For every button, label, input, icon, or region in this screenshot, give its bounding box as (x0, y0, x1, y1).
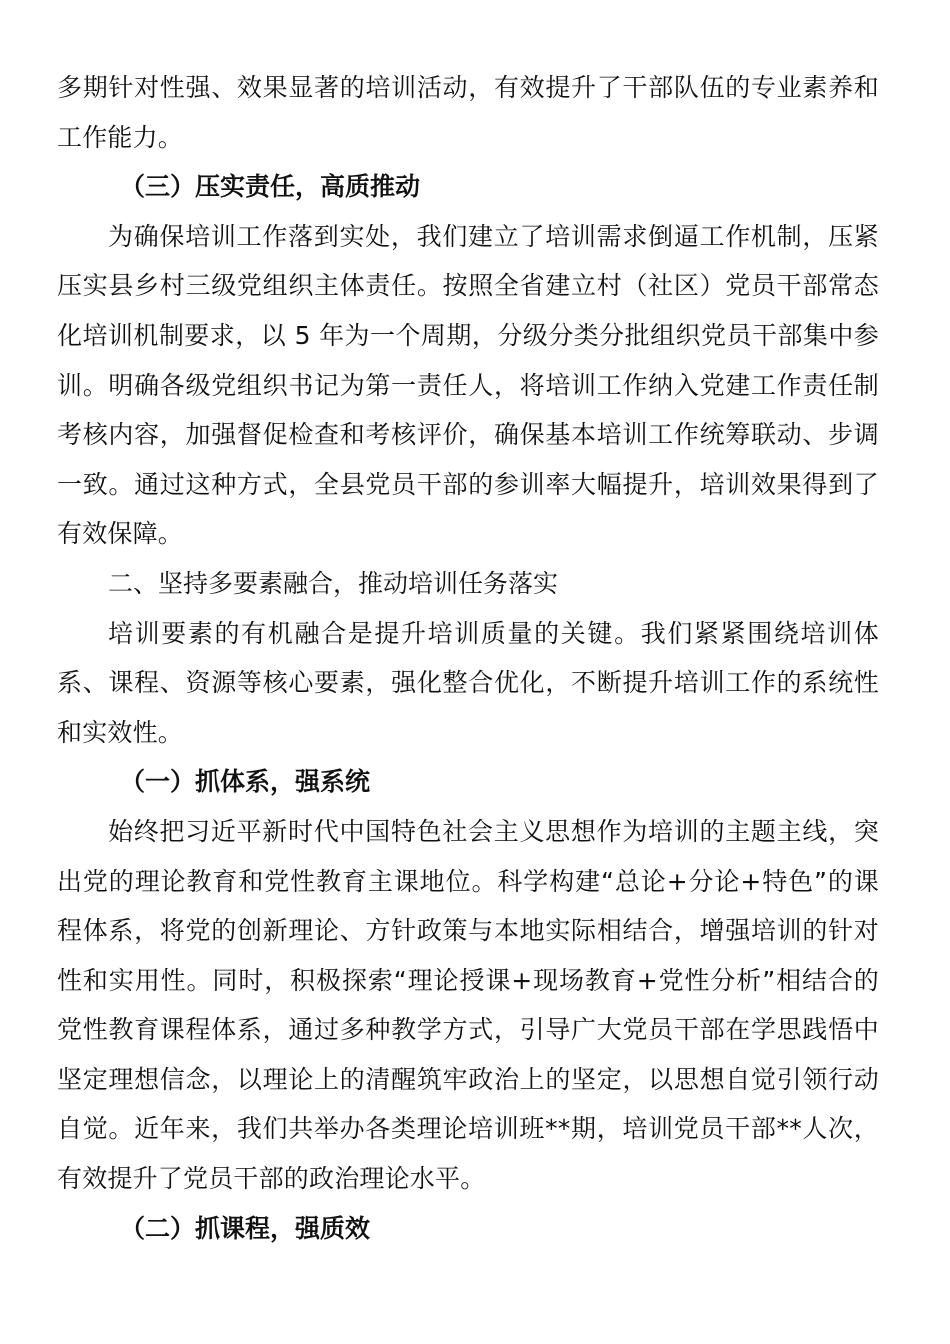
section-heading-2: 二、坚持多要素融合，推动培训任务落实 (108, 568, 559, 598)
subheading-1: （一）抓体系，强系统 (120, 767, 371, 797)
paragraph-responsibility: 为确保培训工作落到实处，我们建立了培训需求倒逼工作机制，压紧压实县乡村三级党组织主体责任。按照全省建立村（社区）党员干部常态化培训机制要求，以 5 年为一个周期，分级分类分批组织党员干部集中参训。明确各级党组织书记为第一责任人，将培训工作纳入党建工作责任制考核内容，加强督促检查和考核评价，确保基本培训工作统筹联动、步调一致。通过这种方式，全县党员干部的参训率大幅提升，培训效果得到了有效保障。 (57, 221, 879, 549)
subheading-3: （三）压实责任，高质推动 (120, 172, 421, 202)
subheading-2: （二）抓课程，强质效 (120, 1213, 371, 1243)
paragraph-continuation: 多期针对性强、效果显著的培训活动，有效提升了干部队伍的专业素养和工作能力。 (57, 73, 879, 152)
document-page (57, 63, 879, 1253)
paragraph-integration: 培训要素的有机融合是提升培训质量的关键。我们紧紧围绕培训体系、课程、资源等核心要素，强化整合优化，不断提升培训工作的系统性和实效性。 (57, 618, 879, 747)
paragraph-system: 始终把习近平新时代中国特色社会主义思想作为培训的主题主线，突出党的理论教育和党性教育主课地位。科学构建“总论+分论+特色”的课程体系，将党的创新理论、方针政策与本地实际相结合，增强培训的针对性和实用性。同时，积极探索“理论授课+现场教育+党性分析”相结合的党性教育课程体系，通过多种教学方式，引导广大党员干部在学思践悟中坚定理想信念，以理论上的清醒筑牢政治上的坚定，以思想自觉引领行动自觉。近年来，我们共举办各类理论培训班**期，培训党员干部**人次，有效提升了党员干部的政治理论水平。 (57, 816, 879, 1194)
